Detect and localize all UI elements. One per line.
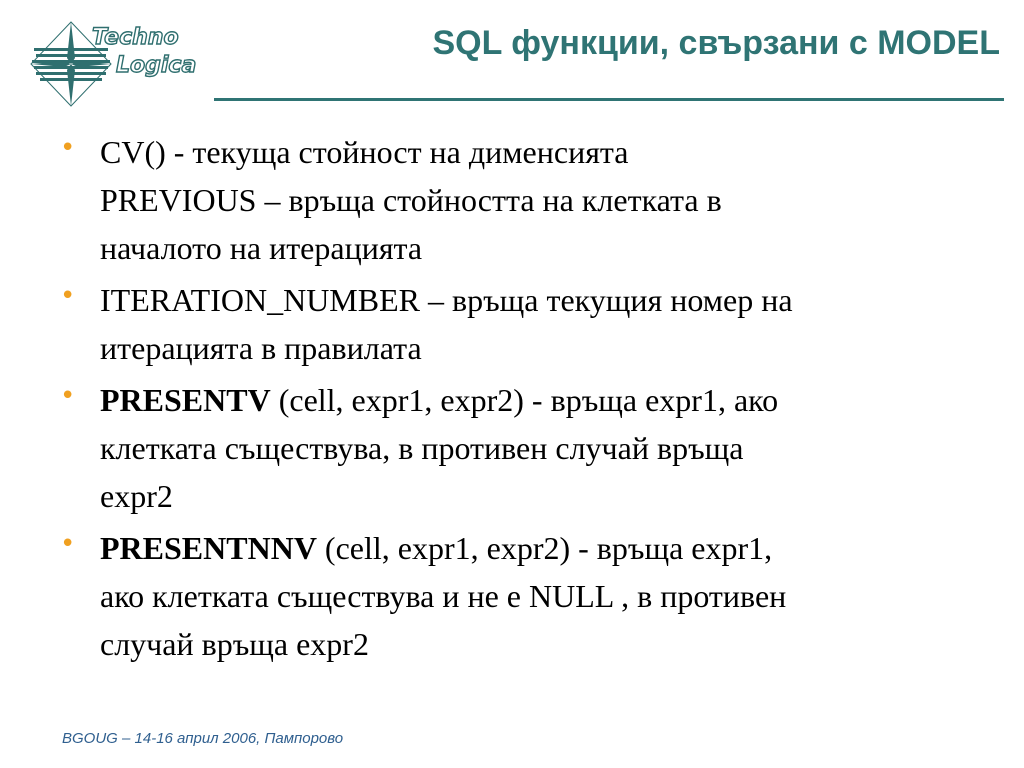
logo-text-line1: Techno bbox=[92, 25, 179, 50]
function-name: PRESENTNNV bbox=[100, 530, 317, 566]
bullet-text: CV() - текуща стойност на дименсията bbox=[100, 134, 629, 170]
bullet-mark: • bbox=[60, 381, 76, 411]
bullet-text: началото на итерацията bbox=[100, 230, 423, 266]
bullet-text: (cell, expr1, expr2) - връща expr1, ако bbox=[270, 382, 779, 418]
bullet-item bbox=[60, 276, 990, 372]
title-divider bbox=[214, 98, 1004, 101]
bullet-mark: • bbox=[60, 133, 76, 163]
bullet-text: (cell, expr1, expr2) - връща expr1, bbox=[316, 530, 773, 566]
bullet-text: клетката съществува, в противен случай връща bbox=[100, 430, 744, 466]
bullet-mark: • bbox=[60, 529, 76, 559]
bullet-line bbox=[100, 472, 990, 520]
bullet-text: случай връща expr2 bbox=[100, 626, 369, 662]
slide-title: SQL функции, свързани с MODEL bbox=[432, 24, 1000, 62]
bullet-line bbox=[100, 424, 990, 472]
logo-text-line2: Logica bbox=[116, 53, 197, 78]
bullet-line bbox=[100, 176, 990, 224]
bullet-list bbox=[60, 128, 990, 672]
bullet-item bbox=[60, 376, 990, 520]
function-name: PRESENTV bbox=[100, 382, 271, 418]
technologica-logo bbox=[26, 18, 201, 110]
bullet-line bbox=[100, 572, 990, 620]
bullet-text: expr2 bbox=[100, 478, 173, 514]
bullet-line bbox=[100, 324, 990, 372]
bullet-text: ITERATION_NUMBER – връща текущия номер на bbox=[100, 282, 793, 318]
bullet-text: итерацията в правилата bbox=[100, 330, 422, 366]
bullet-line bbox=[100, 128, 990, 176]
bullet-item bbox=[60, 128, 990, 272]
bullet-line bbox=[100, 276, 990, 324]
bullet-line bbox=[100, 224, 990, 272]
bullet-item bbox=[60, 524, 990, 668]
bullet-line bbox=[100, 376, 990, 424]
bullet-line bbox=[100, 620, 990, 668]
bullet-mark: • bbox=[60, 281, 76, 311]
footer-text: BGOUG – 14-16 април 2006, Пампорово bbox=[62, 730, 344, 747]
bullet-line bbox=[100, 524, 990, 572]
bullet-text: PREVIOUS – връща стойността на клетката в bbox=[100, 182, 722, 218]
bullet-text: ако клетката съществува и не е NULL , в противен bbox=[100, 578, 787, 614]
